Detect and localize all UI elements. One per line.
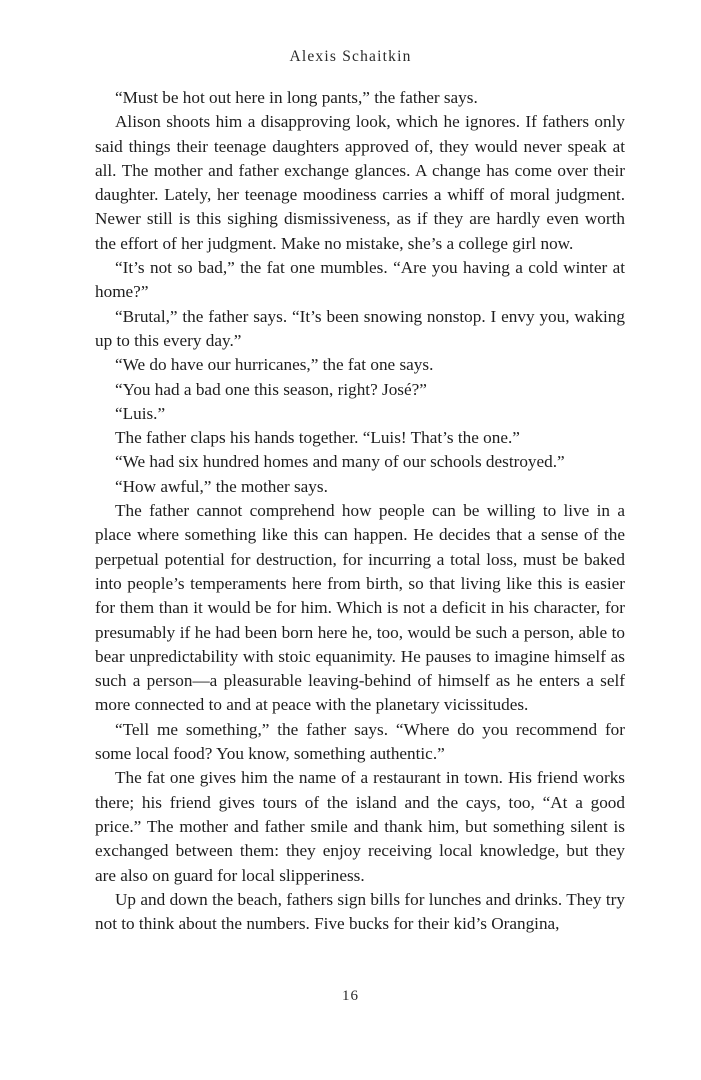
page-number: 16 [342, 988, 359, 1004]
paragraph: “We had six hundred homes and many of our schools destroyed.” [115, 452, 565, 472]
paragraph: “Luis.” [115, 403, 166, 423]
running-head-author: Alexis Schaitkin [289, 48, 412, 65]
paragraph: The fat one gives him the name of a restaurant in town. His friend works there; his friend gives tours of the island and the cays, too, “At a good price.” The mother and father smile and thank him, but something silent is exchanged between them: they enjoy receiving local knowledge, but they are also on guard for local slipperiness. [95, 768, 625, 885]
paragraph: Alison shoots him a disapproving look, which he ignores. If fathers only said things their teenage daughters approved of, they would never speak at all. The mother and father exchange glances. A change has come over their daughter. Lately, her teenage moodiness carries a whiff of moral judgment. Newer still is this sighing dismissiveness, as if they are hardly even worth the effort of her judgment. Make no mistake, she’s a college girl now. [95, 112, 625, 253]
paragraph: The father claps his hands together. “Luis! That’s the one.” [115, 428, 520, 448]
paragraph: “We do have our hurricanes,” the fat one says. [115, 355, 434, 375]
body-text [95, 86, 625, 936]
paragraph: “You had a bad one this season, right? José?” [115, 379, 427, 399]
paragraph: Up and down the beach, fathers sign bills for lunches and drinks. They try not to think about the numbers. Five bucks for their kid’s Orangina, [95, 889, 625, 934]
paragraph: The father cannot comprehend how people can be willing to live in a place where something like this can happen. He decides that a sense of the perpetual potential for destruction, for incurring a total loss, must be baked into people’s temperaments here from birth, so that living like this is easier for them than it would be for him. Which is not a deficit in his character, for presumably if he had been born here he, too, would be such a person, able to bear unpredictability with stoic equanimity. He pauses to imagine himself as such a person—a pleasurable leaving-behind of himself as he enters a self more connected to and at peace with the planetary vicissitudes. [95, 501, 625, 715]
paragraph: “How awful,” the mother says. [115, 476, 328, 496]
paragraph: “It’s not so bad,” the fat one mumbles. “Are you having a cold winter at home?” [95, 258, 625, 302]
paragraph: “Tell me something,” the father says. “Where do you recommend for some local food? You know, something authentic.” [95, 719, 625, 764]
paragraph: “Must be hot out here in long pants,” the father says. [115, 88, 478, 107]
paragraph: “Brutal,” the father says. “It’s been snowing nonstop. I envy you, waking up to this every day.” [95, 306, 625, 350]
